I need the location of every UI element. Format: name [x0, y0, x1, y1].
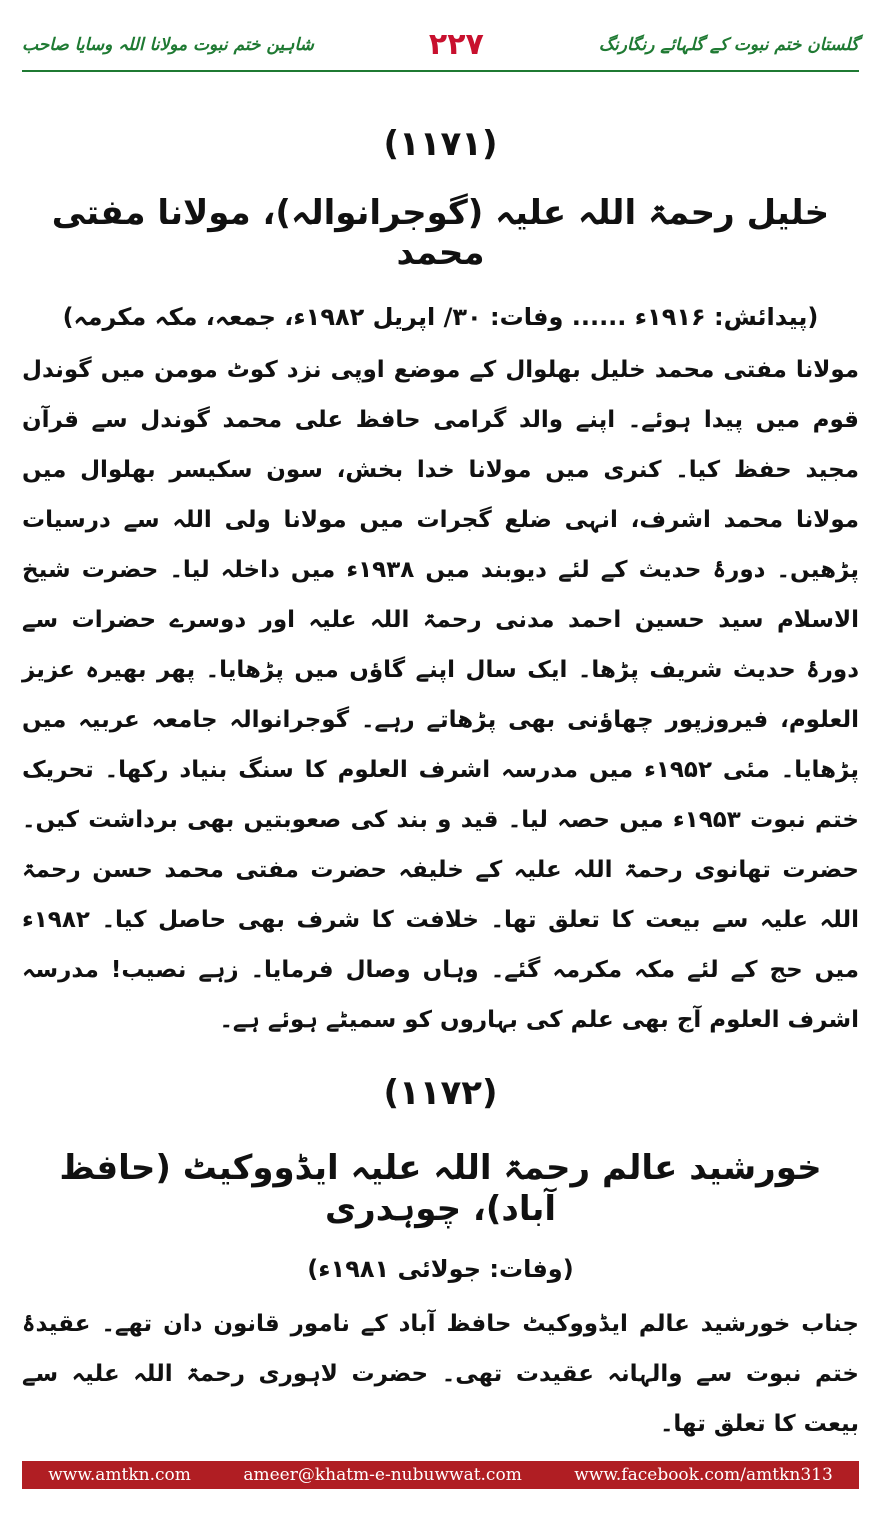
- header-book-title: گلستان ختم نبوت کے گلہائے رنگارنگ: [598, 34, 859, 55]
- entry-1172: [22, 1073, 859, 1449]
- entry-title: خورشید عالم رحمۃ اللہ علیہ ایڈووکیٹ (حافظ آباد)، چوہدری: [59, 1148, 822, 1229]
- page-number: ۲۲۷: [428, 26, 484, 62]
- entry-number: (۱۱۷۲): [383, 1073, 498, 1113]
- header-divider: [22, 70, 859, 72]
- entry-dates: (پیدائش: ۱۹۱۶ء ...... وفات: ۳۰/ اپریل ۱۹۸۲ء، جمعہ، مکہ مکرمہ): [62, 303, 819, 331]
- header-author: شاہین ختم نبوت مولانا اللہ وسایا صاحب: [22, 34, 314, 55]
- page-content: [22, 110, 859, 1449]
- entry-dates: (وفات: جولائی ۱۹۸۱ء): [307, 1255, 574, 1283]
- page-footer: [22, 1461, 859, 1489]
- entry-body: جناب خورشید عالم ایڈووکیٹ حافظ آباد کے نامور قانون دان تھے۔ عقیدۂ ختم نبوت سے والہانہ عقیدت تھی۔ حضرت لاہوری رحمۃ اللہ علیہ سے بیعت کا تعلق تھا۔: [22, 1311, 859, 1437]
- entry-number: (۱۱۷۱): [383, 124, 498, 164]
- page-header: [22, 20, 859, 68]
- entry-1171: [22, 124, 859, 1045]
- entry-title: خلیل رحمۃ اللہ علیہ (گوجرانوالہ)، مولانا مفتی محمد: [51, 193, 830, 273]
- footer-email-link[interactable]: ameer@khatm-e-nubuwwat.com: [243, 1465, 522, 1485]
- footer-facebook-link[interactable]: www.facebook.com/amtkn313: [574, 1465, 833, 1485]
- entry-body: مولانا مفتی محمد خلیل بھلوال کے موضع اوپی نزد کوٹ مومن میں گوندل قوم میں پیدا ہوئے۔ اپنے والد گرامی حافظ علی محمد گوندل سے قرآن مجید حفظ کیا۔ کنری میں مولانا خدا بخش، سون سکیسر بھلوال میں مولانا محمد اشرف، انہی ضلع گجرات میں مولانا ولی اللہ سے درسیات پڑھیں۔ دورۂ حدیث کے لئے دیوبند میں ۱۹۳۸ء میں داخلہ لیا۔ حضرت شیخ الاسلام سید حسین احمد مدنی رحمۃ اللہ علیہ اور دوسرے حضرات سے دورۂ حدیث شریف پڑھا۔ ایک سال اپنے گاؤں میں پڑھایا۔ پھر بھیرہ عزیز العلوم، فیروزپور چھاؤنی بھی پڑھاتے رہے۔ گوجرانوالہ جامعہ عربیہ میں پڑھایا۔ مئی ۱۹۵۲ء میں مدرسہ اشرف العلوم کا سنگ بنیاد رکھا۔ تحریک ختم نبوت ۱۹۵۳ء میں حصہ لیا۔ قید و بند کی صعوبتیں بھی برداشت کیں۔ حضرت تھانوی رحمۃ اللہ علیہ کے خلیفہ حضرت مفتی محمد حسن رحمۃ اللہ علیہ سے بیعت کا تعلق تھا۔ خلافت کا شرف بھی حاصل کیا۔ ۱۹۸۲ء میں حج کے لئے مکہ مکرمہ گئے۔ وہاں وصال فرمایا۔ زہے نصیب! مدرسہ اشرف العلوم آج بھی علم کی بہاروں کو سمیٹے ہوئے ہے۔: [22, 357, 859, 1033]
- footer-website-link[interactable]: www.amtkn.com: [48, 1465, 191, 1485]
